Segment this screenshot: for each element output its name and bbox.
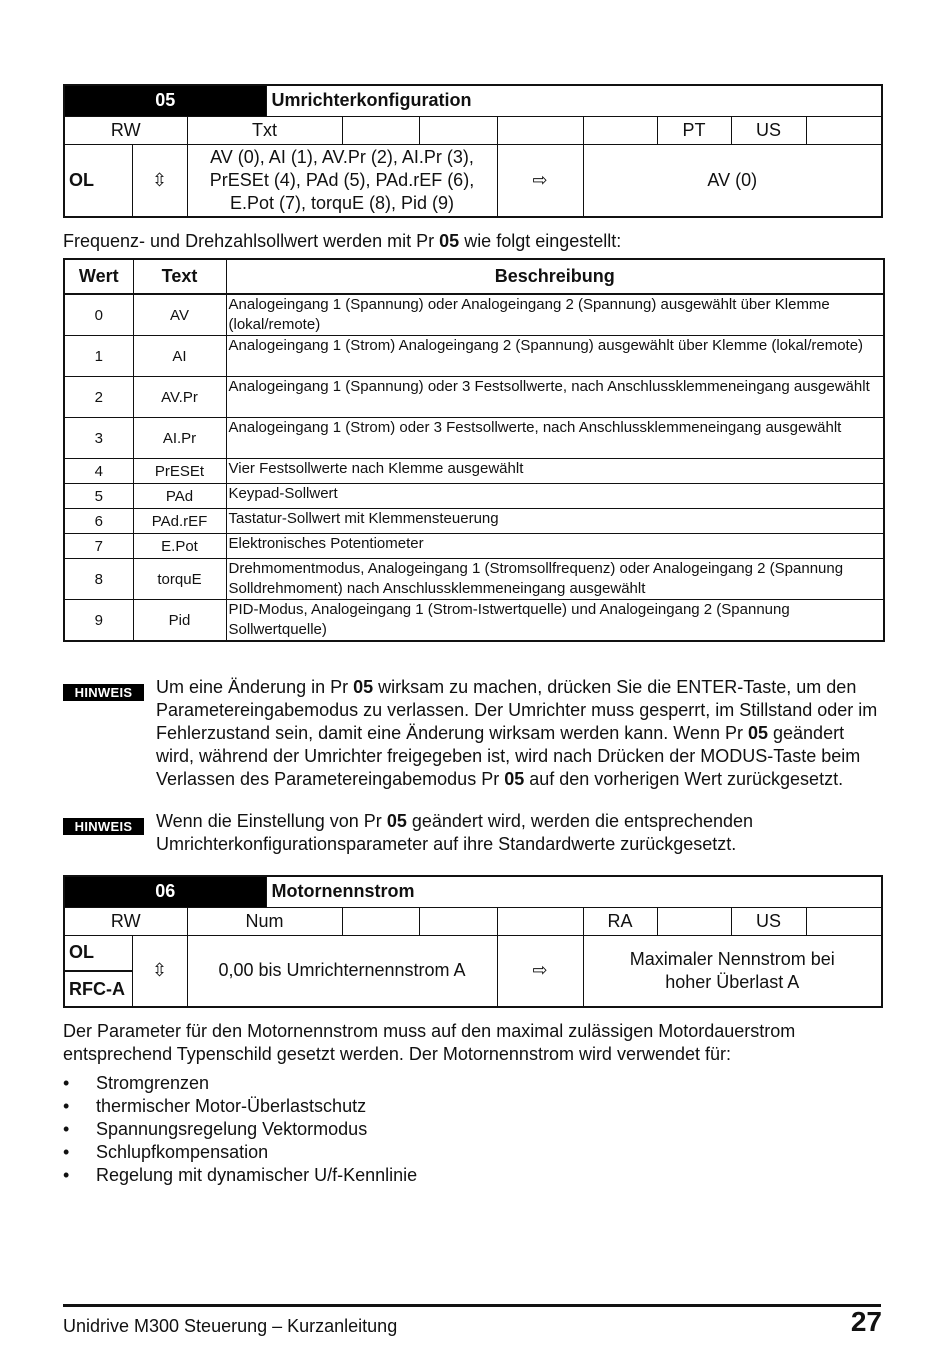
cell-wert: 3 (64, 418, 133, 459)
attr-cell (806, 907, 882, 935)
param-06-table (63, 875, 883, 1008)
table-row (64, 294, 884, 336)
value-table (63, 258, 885, 642)
mode-label: RFC-A (64, 971, 132, 1007)
cell-beschreibung: Analogeingang 1 (Strom) oder 3 Festsollwerte, nach Anschlussklemmeneingang ausgewählt (226, 418, 884, 459)
attr-cell: RW (64, 907, 187, 935)
note-badge: HINWEIS (63, 818, 144, 835)
mode-label: OL (64, 935, 132, 971)
cell-beschreibung: Keypad-Sollwert (226, 484, 884, 509)
list-item: • thermischer Motor-Überlastschutz (63, 1095, 417, 1118)
list-item: • Spannungsregelung Vektormodus (63, 1118, 417, 1141)
cell-text: torquE (133, 559, 226, 600)
range-icon: ⇳ (132, 935, 187, 1007)
attr-cell: RW (64, 116, 187, 144)
attr-cell: PT (657, 116, 731, 144)
cell-beschreibung: Analogeingang 1 (Spannung) oder 3 Festsollwerte, nach Anschlussklemmeneingang ausgewählt (226, 377, 884, 418)
cell-beschreibung: Analogeingang 1 (Spannung) oder Analogeingang 2 (Spannung) ausgewählt über Klemme (lokal/remote) (226, 294, 884, 336)
cell-wert: 1 (64, 336, 133, 377)
attr-cell: US (731, 116, 806, 144)
page-number: 27 (850, 1306, 882, 1337)
footer-divider (63, 1304, 881, 1307)
mode-label: OL (64, 144, 132, 217)
param-number: 06 (64, 876, 266, 907)
paragraph-06: Der Parameter für den Motornennstrom muss auf den maximal zulässigen Motordauerstrom entsprechend Typenschild gesetzt werden. Der Motornennstrom wird verwendet für: (63, 1021, 796, 1064)
attr-cell (497, 907, 583, 935)
attr-cell (806, 116, 882, 144)
table-row (64, 336, 884, 377)
cell-wert: 4 (64, 459, 133, 484)
cell-beschreibung: PID-Modus, Analogeingang 1 (Strom-Istwertquelle) und Analogeingang 2 (Spannung Sollwertquelle) (226, 600, 884, 642)
cell-beschreibung: Vier Festsollwerte nach Klemme ausgewählt (226, 459, 884, 484)
cell-text: E.Pot (133, 534, 226, 559)
col-header-wert: Wert (64, 259, 133, 294)
cell-beschreibung: Tastatur-Sollwert mit Klemmensteuerung (226, 509, 884, 534)
cell-text: AI (133, 336, 226, 377)
attr-cell: RA (583, 907, 657, 935)
table-row (64, 459, 884, 484)
table-row (64, 509, 884, 534)
cell-wert: 5 (64, 484, 133, 509)
attr-cell (342, 116, 419, 144)
range-value: 0,00 bis Umrichternennstrom A (187, 935, 497, 1007)
attr-cell: Txt (187, 116, 342, 144)
cell-wert: 9 (64, 600, 133, 642)
table-row (64, 559, 884, 600)
cell-wert: 7 (64, 534, 133, 559)
cell-text: AV (133, 294, 226, 336)
table-row (64, 418, 884, 459)
note-badge: HINWEIS (63, 684, 144, 701)
cell-beschreibung: Analogeingang 1 (Strom) Analogeingang 2 (Spannung) ausgewählt über Klemme (lokal/remote) (226, 336, 884, 377)
bullet-list (63, 1072, 417, 1187)
attr-cell: Num (187, 907, 342, 935)
cell-text: AI.Pr (133, 418, 226, 459)
table-row (64, 600, 884, 642)
param-name: Motornennstrom (266, 876, 882, 907)
param-number: 05 (64, 85, 266, 116)
col-header-beschreibung: Beschreibung (226, 259, 884, 294)
cell-text: AV.Pr (133, 377, 226, 418)
table-row (64, 534, 884, 559)
cell-wert: 8 (64, 559, 133, 600)
list-item: • Stromgrenzen (63, 1072, 417, 1095)
attr-cell (583, 116, 657, 144)
cell-wert: 6 (64, 509, 133, 534)
list-item: • Regelung mit dynamischer U/f-Kennlinie (63, 1164, 417, 1187)
default-value: Maximaler Nennstrom bei hoher Überlast A (583, 935, 882, 1007)
cell-text: PrESEt (133, 459, 226, 484)
cell-text: PAd (133, 484, 226, 509)
cell-wert: 0 (64, 294, 133, 336)
note-text: Wenn die Einstellung von Pr 05 geändert wird, werden die entsprechenden Umrichterkonfigurationsparameter auf ihre Standardwerte zurückgesetzt. (156, 811, 754, 854)
attr-cell (342, 907, 419, 935)
attr-cell (419, 907, 497, 935)
range-icon: ⇳ (132, 144, 187, 217)
cell-beschreibung: Drehmomentmodus, Analogeingang 1 (Stromsollfrequenz) oder Analogeingang 2 (Spannung Solldrehmoment) nach Anschlussklemmeneingang ausgewählt (226, 559, 884, 600)
attr-cell (419, 116, 497, 144)
intro-05: Frequenz- und Drehzahlsollwert werden mit Pr 05 wie folgt eingestellt: (63, 231, 622, 251)
cell-wert: 2 (64, 377, 133, 418)
attr-cell: US (731, 907, 806, 935)
param-name: Umrichterkonfiguration (266, 85, 882, 116)
param-05-table (63, 84, 883, 218)
cell-text: Pid (133, 600, 226, 642)
list-item: • Schlupfkompensation (63, 1141, 417, 1164)
attr-cell (657, 907, 731, 935)
attr-cell (497, 116, 583, 144)
cell-beschreibung: Elektronisches Potentiometer (226, 534, 884, 559)
col-header-text: Text (133, 259, 226, 294)
cell-text: PAd.rEF (133, 509, 226, 534)
table-row (64, 377, 884, 418)
default-value: AV (0) (583, 144, 882, 217)
default-icon: ⇨ (497, 144, 583, 217)
table-row (64, 484, 884, 509)
range-value: AV (0), AI (1), AV.Pr (2), AI.Pr (3), PrESEt (4), PAd (5), PAd.rEF (6), E.Pot (7), torquE (8), Pid (9) (187, 144, 497, 217)
note-text: Um eine Änderung in Pr 05 wirksam zu machen, drücken Sie die ENTER-Taste, um den Parametereingabemodus zu verlassen. Der Umrichter muss gesperrt, im Stillstand oder im Fehlerzustand sein, damit eine Änderung wirksam werden kann. Wenn Pr 05 geändert wird, während der Umrichter freigegeben ist, wird nach Drücken der MODUS-Taste beim Verlassen des Parametereingabemodus Pr 05 auf den vorherigen Wert zurückgesetzt. (156, 677, 878, 789)
default-icon: ⇨ (497, 935, 583, 1007)
footer-title: Unidrive M300 Steuerung – Kurzanleitung (63, 1316, 398, 1336)
